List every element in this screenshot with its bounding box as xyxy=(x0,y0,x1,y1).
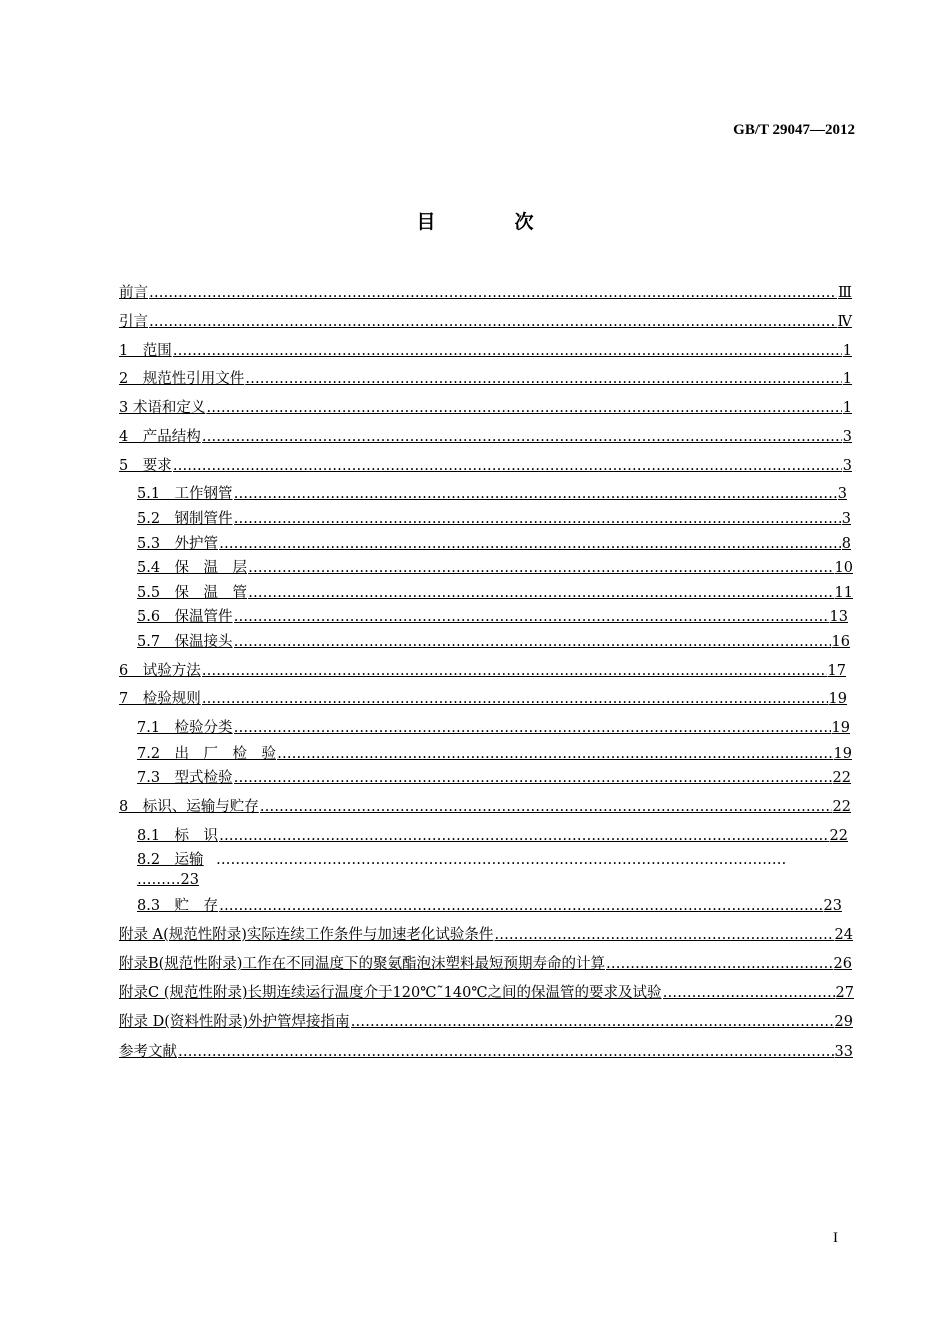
toc-label: 7.3 型式检验 xyxy=(137,770,233,786)
toc-leader xyxy=(234,718,831,738)
toc-label: 引言 xyxy=(119,314,148,330)
toc-page: 22 xyxy=(832,770,851,786)
toc-leader xyxy=(202,689,828,709)
toc-entry-preface[interactable] xyxy=(119,283,852,303)
toc-label: 6 试验方法 xyxy=(119,663,201,679)
toc-label: 2 规范性引用文件 xyxy=(119,371,245,387)
toc-leader xyxy=(206,398,841,418)
toc-leader xyxy=(219,534,841,554)
toc-label: 5.2 钢制管件 xyxy=(137,511,233,527)
toc-label: 8.2 运输 xyxy=(137,852,204,868)
toc-page: 3 xyxy=(842,429,852,445)
toc-label: 8 标识、运输与贮存 xyxy=(119,799,259,815)
toc-page: 26 xyxy=(833,956,852,972)
toc-entry-5-7[interactable] xyxy=(137,632,850,652)
toc-page: 3 xyxy=(837,486,847,502)
toc-entry-5-3[interactable] xyxy=(137,534,851,554)
toc-leader xyxy=(234,509,841,529)
toc-page: 3 xyxy=(841,511,851,527)
toc-page: 33 xyxy=(834,1044,853,1060)
toc-leader xyxy=(245,369,842,389)
toc-page: 13 xyxy=(829,609,848,625)
toc-entry-8-1[interactable] xyxy=(137,826,848,846)
toc-page: 22 xyxy=(832,799,851,815)
toc-page: 17 xyxy=(827,663,846,679)
toc-entry-references[interactable] xyxy=(119,1042,853,1062)
toc-entry-7[interactable] xyxy=(119,689,847,709)
toc-label: 5 要求 xyxy=(119,458,172,474)
toc-page: 16 xyxy=(831,634,850,650)
toc-label: 8.1 标 识 xyxy=(137,828,219,844)
toc-page: 19 xyxy=(833,746,852,762)
toc-entry-8-2[interactable] xyxy=(137,850,785,890)
toc-page: 29 xyxy=(834,1014,853,1030)
toc-page: 24 xyxy=(834,927,853,943)
standard-code: GB/T 29047—2012 xyxy=(733,122,855,138)
toc-page: 1 xyxy=(842,343,852,359)
toc-label: 7 检验规则 xyxy=(119,691,201,707)
toc-entry-appendix-d[interactable] xyxy=(119,1012,853,1032)
toc-leader xyxy=(260,797,832,817)
toc-page: 23 xyxy=(823,898,842,914)
toc-leader xyxy=(351,1012,834,1032)
toc-label: 5.3 外护管 xyxy=(137,536,219,552)
toc-entry-5-5[interactable] xyxy=(137,583,853,603)
toc-leader xyxy=(173,341,842,361)
toc-entry-appendix-b[interactable] xyxy=(119,954,852,974)
toc-label: 5.7 保温接头 xyxy=(137,634,233,650)
toc-leader xyxy=(234,484,837,504)
toc-page: 1 xyxy=(842,400,852,416)
toc-entry-introduction[interactable] xyxy=(119,312,852,332)
toc-leader xyxy=(234,768,832,788)
toc-label: 5.5 保 温 管 xyxy=(137,585,248,601)
toc-label: 前言 xyxy=(119,285,148,301)
toc-leader xyxy=(219,826,828,846)
toc-page: ………23 xyxy=(137,872,199,888)
toc-leader xyxy=(173,456,842,476)
toc-label: 附录 A(规范性附录)实际连续工作条件与加速老化试验条件 xyxy=(119,927,494,943)
toc-leader xyxy=(216,850,786,870)
toc-label: 5.1 工作钢管 xyxy=(137,486,233,502)
toc-label: 4 产品结构 xyxy=(119,429,201,445)
toc-label: 5.6 保温管件 xyxy=(137,609,233,625)
toc-leader xyxy=(248,583,833,603)
toc-label: 3 术语和定义 xyxy=(119,400,206,416)
toc-page: 19 xyxy=(828,691,847,707)
toc-entry-8-3[interactable] xyxy=(137,896,842,916)
toc-entry-5-2[interactable] xyxy=(137,509,851,529)
toc-entry-7-3[interactable] xyxy=(137,768,851,788)
toc-leader xyxy=(202,427,842,447)
toc-entry-7-2[interactable] xyxy=(137,744,852,764)
toc-leader xyxy=(663,983,835,1003)
toc-page: 3 xyxy=(842,458,852,474)
toc-entry-3[interactable] xyxy=(119,398,852,418)
page-title: 目 次 xyxy=(416,211,564,233)
toc-entry-8[interactable] xyxy=(119,797,851,817)
toc-label: 附录 D(资料性附录)外护管焊接指南 xyxy=(119,1014,350,1030)
toc-page: 11 xyxy=(834,585,853,601)
toc-entry-appendix-c[interactable] xyxy=(119,983,854,1003)
toc-leader xyxy=(149,312,837,332)
toc-entry-appendix-a[interactable] xyxy=(119,925,853,945)
page-number: I xyxy=(833,1230,838,1246)
toc-entry-5-1[interactable] xyxy=(137,484,847,504)
toc-page: Ⅲ xyxy=(838,285,852,301)
toc-leader xyxy=(277,744,832,764)
toc-leader xyxy=(178,1042,834,1062)
toc-entry-7-1[interactable] xyxy=(137,718,850,738)
toc-page: 27 xyxy=(835,985,854,1001)
toc-leader xyxy=(149,283,837,303)
toc-entry-1[interactable] xyxy=(119,341,852,361)
toc-leader xyxy=(494,925,833,945)
toc-leader xyxy=(234,632,831,652)
toc-leader xyxy=(248,558,833,578)
toc-entry-2[interactable] xyxy=(119,369,852,389)
toc-entry-5-4[interactable] xyxy=(137,558,853,578)
toc-page: 8 xyxy=(841,536,851,552)
toc-page: 10 xyxy=(834,560,853,576)
toc-page: Ⅳ xyxy=(837,314,852,330)
toc-label: 附录C (规范性附录)长期连续运行温度介于120℃˜140℃之间的保温管的要求及试验 xyxy=(119,985,662,1001)
toc-label: 1 范围 xyxy=(119,343,172,359)
toc-label: 7.2 出 厂 检 验 xyxy=(137,746,277,762)
toc-leader xyxy=(219,896,822,916)
toc-label: 5.4 保 温 层 xyxy=(137,560,248,576)
toc-entry-4[interactable] xyxy=(119,427,852,447)
toc-leader xyxy=(234,607,829,627)
toc-page: 19 xyxy=(831,720,850,736)
toc-page: 22 xyxy=(829,828,848,844)
toc-label: 附录B(规范性附录)工作在不同温度下的聚氨酯泡沫塑料最短预期寿命的计算 xyxy=(119,956,605,972)
toc-label: 7.1 检验分类 xyxy=(137,720,233,736)
toc-entry-5-6[interactable] xyxy=(137,607,848,627)
toc-page: 1 xyxy=(842,371,852,387)
toc-leader xyxy=(202,661,827,681)
toc-entry-5[interactable] xyxy=(119,456,852,476)
toc-label: 8.3 贮 存 xyxy=(137,898,219,914)
toc-entry-6[interactable] xyxy=(119,661,846,681)
toc-leader xyxy=(606,954,833,974)
toc-label: 参考文献 xyxy=(119,1044,177,1060)
